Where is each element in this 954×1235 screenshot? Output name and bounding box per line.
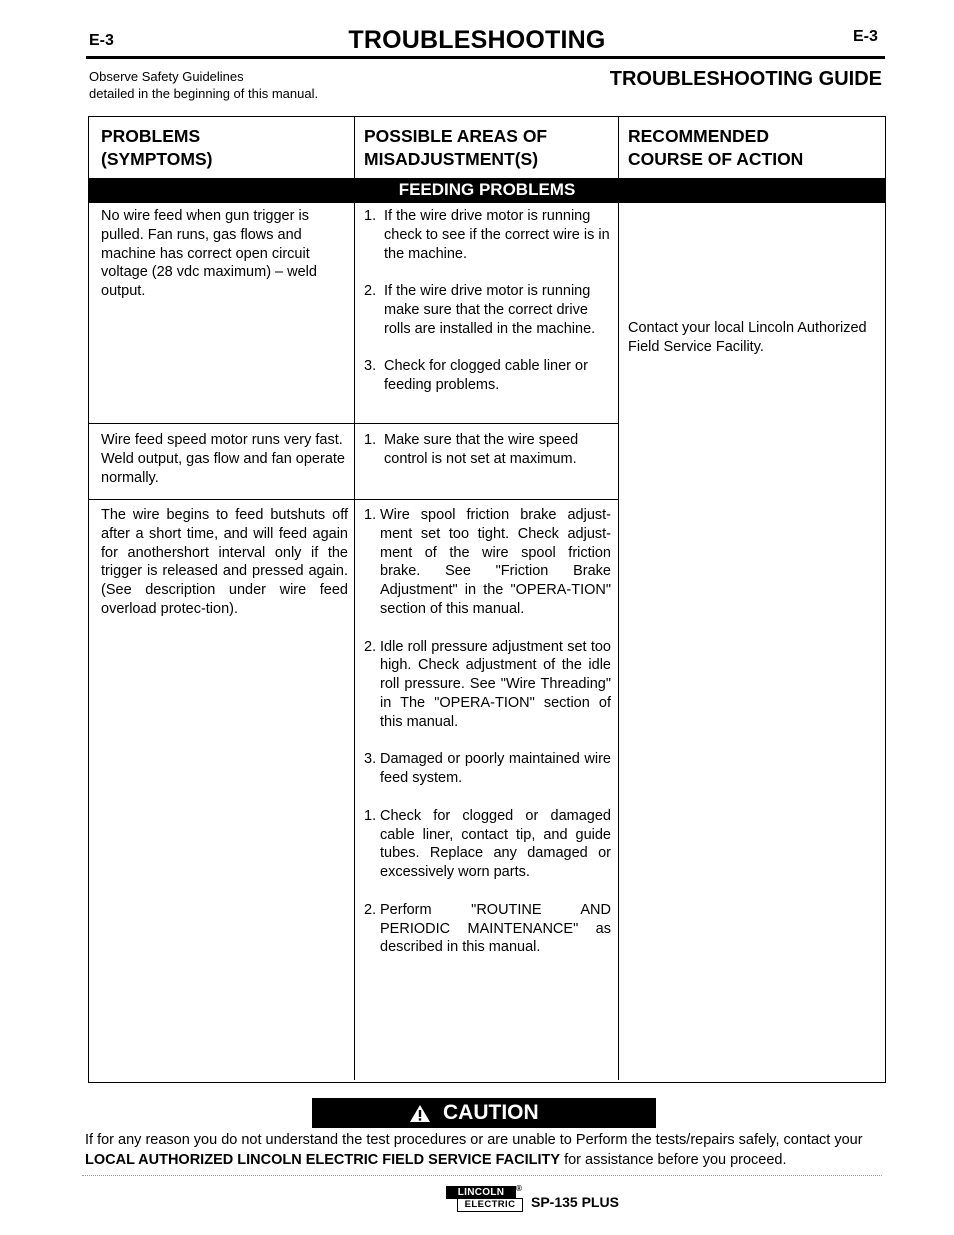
- column-divider-1: [354, 117, 355, 1080]
- list-item: 3. Damaged or poorly maintained wire feed system.: [364, 751, 611, 787]
- row-divider-1: [89, 423, 619, 424]
- causes-cell-3: [364, 506, 611, 957]
- list-item: 2. Idle roll pressure adjustment set too high. Check adjustment of the idle roll pressure. See "Wire Threading" in The "OPERA-TION" section of this manual.: [364, 638, 611, 730]
- row-divider-2: [89, 499, 619, 500]
- problem-cell-1: No wire feed when gun trigger is pulled. Fan runs, gas flows and machine has correct open circuit voltage (28 vdc maximum) – weld output.: [101, 208, 317, 300]
- section-bar-feeding-problems: FEEDING PROBLEMS: [89, 178, 885, 203]
- list-item: 1. If the wire drive motor is running check to see if the correct wire is in the machine.: [364, 208, 610, 262]
- list-item: 3. Check for clogged cable liner or feeding problems.: [364, 358, 588, 394]
- action-cell: Contact your local Lincoln Authorized Field Service Facility.: [628, 320, 867, 355]
- list-item: 2. Perform "ROUTINE AND PERIODIC MAINTENANCE" as described in this manual.: [364, 901, 611, 956]
- troubleshooting-table: [88, 116, 886, 1083]
- safety-note-line2: detailed in the beginning of this manual.: [89, 86, 319, 101]
- causes-cell-1: [364, 207, 612, 395]
- page-code-right: E-3: [853, 28, 878, 45]
- list-item: 1. Wire spool friction brake adjust-ment set too tight. Check adjust-ment of the wire spool friction brake. See "Friction Brake Adjustment" in the "OPERA-TION" section of this manual.: [364, 507, 611, 617]
- warning-icon: [409, 1104, 431, 1128]
- list-item: 1. Check for clogged or damaged cable liner, contact tip, and guide tubes. Replace any damaged or excessively worn parts.: [364, 807, 611, 881]
- column-header-problems: PROBLEMS (SYMPTOMS): [101, 126, 213, 169]
- footer-rule: [82, 1175, 882, 1176]
- list-item: 2. If the wire drive motor is running make sure that the correct drive rolls are installed in the machine.: [364, 283, 596, 337]
- list-item: 1. Make sure that the wire speed control is not set at maximum.: [364, 432, 579, 467]
- caution-note: If for any reason you do not understand the test procedures or are unable to Perform the tests/repairs safely, contact your LOCAL AUTHORIZED LINCOLN ELECTRIC FIELD SERVICE FACILITY for assistance before you proceed.: [85, 1132, 863, 1168]
- problem-cell-3: The wire begins to feed butshuts off after a short time, and will feed again for anothershort interval only if the trigger is released and pressed again. (See description under wire feed overload protec-tion).: [101, 507, 348, 617]
- model-name: SP-135 PLUS: [531, 1194, 619, 1210]
- column-header-areas: POSSIBLE AREAS OF MISADJUSTMENT(S): [364, 126, 548, 169]
- problem-cell-2: Wire feed speed motor runs very fast. Weld output, gas flow and fan operate normally.: [101, 432, 345, 486]
- causes-cell-2: [364, 431, 612, 469]
- column-header-action: RECOMMENDED COURSE OF ACTION: [628, 126, 804, 169]
- column-divider-2: [618, 117, 619, 1080]
- caution-label: CAUTION: [443, 1101, 539, 1124]
- page-title: TROUBLESHOOTING: [348, 26, 606, 54]
- guide-title: TROUBLESHOOTING GUIDE: [609, 68, 882, 90]
- safety-note: [89, 68, 318, 102]
- page-code-left: E-3: [89, 32, 114, 49]
- service-facility-name: LOCAL AUTHORIZED LINCOLN ELECTRIC FIELD SERVICE FACILITY: [85, 1151, 561, 1168]
- title-rule: [86, 56, 885, 59]
- safety-note-line1: Observe Safety Guidelines: [89, 69, 244, 84]
- caution-banner: [312, 1098, 656, 1128]
- lincoln-electric-logo: LINCOLN ® ELECTRIC: [446, 1186, 523, 1212]
